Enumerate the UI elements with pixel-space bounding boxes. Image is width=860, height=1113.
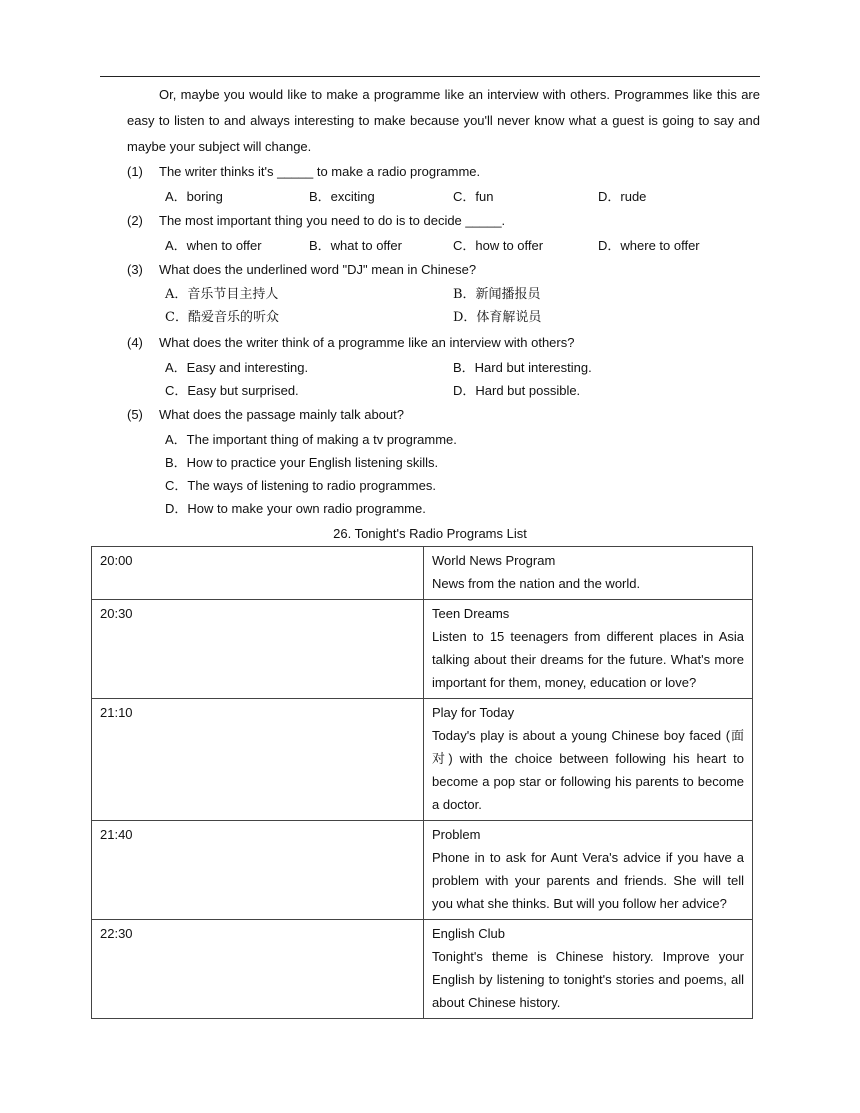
question-text: What does the writer think of a programme like an interview with others? [159,335,575,350]
q2-option-b[interactable]: B．what to offer [309,238,402,253]
q5-option-d[interactable]: D．How to make your own radio programme. [165,501,426,516]
program-title: World News Program [432,553,556,568]
section-caption: 26. Tonight's Radio Programs List [333,526,527,541]
program-time: 21:40 [92,821,424,920]
program-cell [424,699,753,821]
q5-option-a[interactable]: A．The important thing of making a tv programme. [165,432,457,447]
question-number: (1) [127,164,143,179]
program-title: English Club [432,926,505,941]
question-text: The writer thinks it's _____ to make a radio programme. [159,164,481,179]
program-title: Teen Dreams [432,606,510,621]
table-row [92,920,753,1019]
q2-option-d[interactable]: D．where to offer [598,238,700,253]
table-row [92,547,753,600]
q4-option-d[interactable]: D．Hard but possible. [453,383,581,398]
table-row [92,821,753,920]
q3-option-a[interactable]: A．音乐节目主持人 [165,287,279,302]
program-cell [424,547,753,600]
program-time: 21:10 [92,699,424,821]
program-cell [424,600,753,699]
question-4 [127,333,574,353]
header-rule [100,76,760,77]
passage-paragraph: Or, maybe you would like to make a programme like an interview with others. Programmes like this are easy to listen to and always interesting to make because you'll never know what a guest is going to say and maybe your subject will change. [127,87,760,154]
q5-option-b[interactable]: B．How to practice your English listening skills. [165,455,439,470]
q4-option-c[interactable]: C．Easy but surprised. [165,383,299,398]
q4-option-a[interactable]: A．Easy and interesting. [165,360,309,375]
program-cell [424,821,753,920]
q3-option-b[interactable]: B．新闻播报员 [453,287,541,302]
q1-option-c[interactable]: C．fun [453,189,494,204]
question-1 [127,162,480,182]
q1-option-a[interactable]: A．boring [165,189,223,204]
q1-option-b[interactable]: B．exciting [309,189,375,204]
question-number: (2) [127,213,143,228]
q3-option-c[interactable]: C．酷爱音乐的听众 [165,310,279,325]
program-description: Today's play is about a young Chinese boy faced (面对) with the choice between following his heart to become a pop star or following his parents to become a doctor. [432,728,744,812]
program-time: 20:00 [92,547,424,600]
program-time: 20:30 [92,600,424,699]
program-title: Problem [432,827,481,842]
programs-table [91,546,753,1019]
question-number: (5) [127,407,143,422]
q4-option-b[interactable]: B．Hard but interesting. [453,360,592,375]
program-description: Phone in to ask for Aunt Vera's advice if you have a problem with your parents and friends. She will tell you what she thinks. But will you follow her advice? [432,850,744,911]
table-row [92,600,753,699]
question-text: What does the passage mainly talk about? [159,407,404,422]
program-description: News from the nation and the world. [432,576,641,591]
question-2 [127,211,505,231]
q5-option-c[interactable]: C．The ways of listening to radio programmes. [165,478,436,493]
question-number: (3) [127,262,143,277]
q3-option-d[interactable]: D．体育解说员 [453,310,542,325]
q2-option-c[interactable]: C．how to offer [453,238,544,253]
program-description: Tonight's theme is Chinese history. Improve your English by listening to tonight's stories and poems, all about Chinese history. [432,949,744,1010]
question-5 [127,405,404,425]
program-description: Listen to 15 teenagers from different places in Asia talking about their dreams for the future. What's more important for them, money, education or love? [432,629,744,690]
program-time: 22:30 [92,920,424,1019]
program-cell [424,920,753,1019]
question-text: The most important thing you need to do is to decide _____. [159,213,506,228]
question-text: What does the underlined word "DJ" mean in Chinese? [159,262,477,277]
question-3 [127,260,476,280]
table-row [92,699,753,821]
program-title: Play for Today [432,705,515,720]
question-number: (4) [127,335,143,350]
q1-option-d[interactable]: D．rude [598,189,647,204]
q2-option-a[interactable]: A．when to offer [165,238,262,253]
